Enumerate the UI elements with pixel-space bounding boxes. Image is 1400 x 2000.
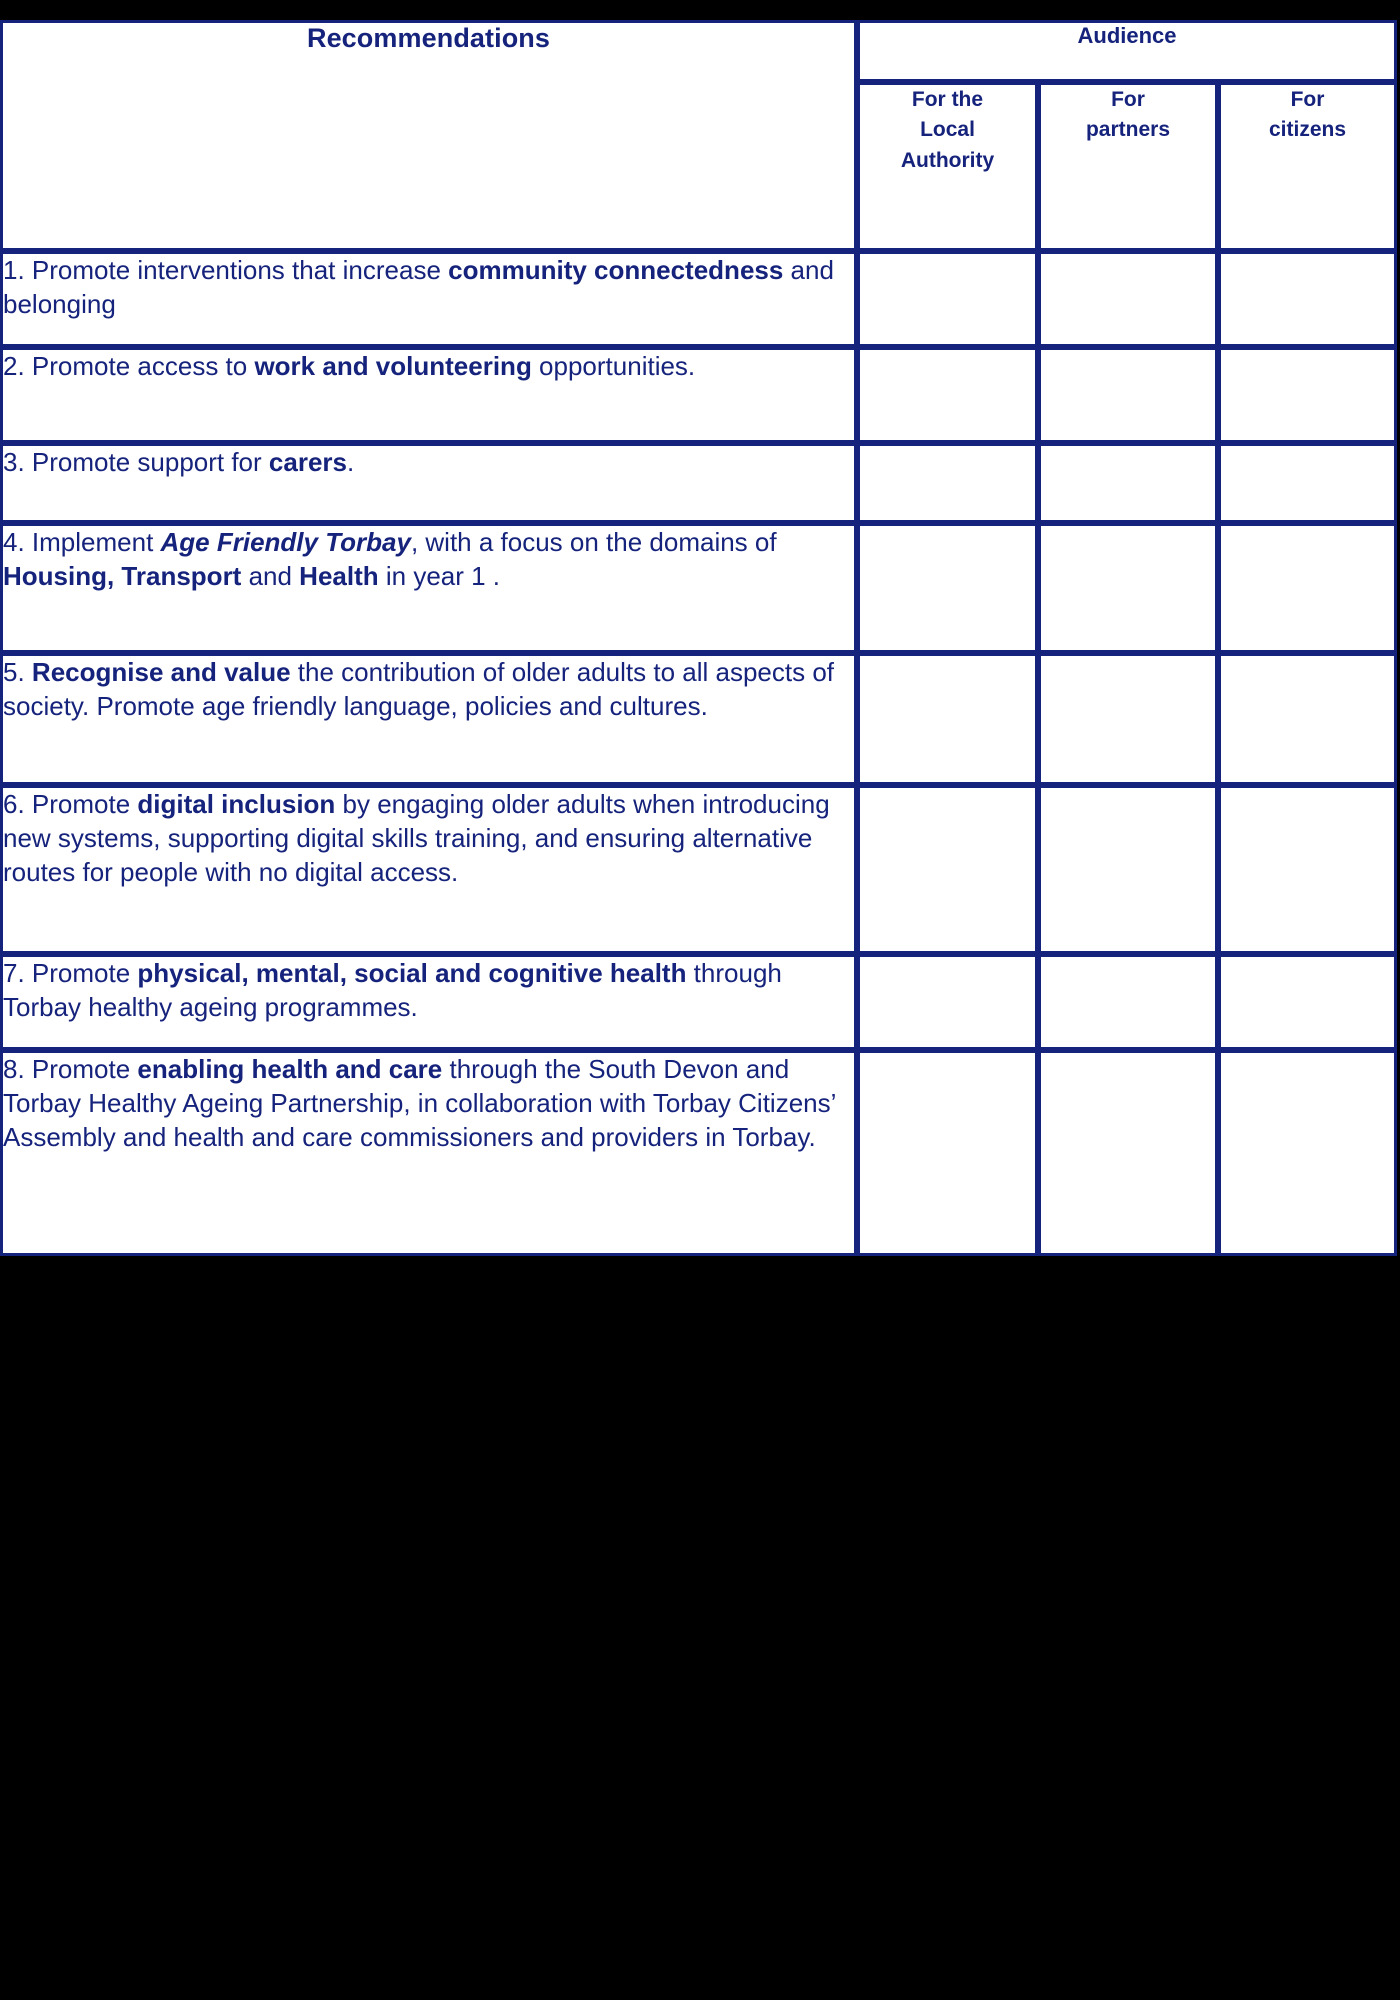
header-la-line-3: Authority <box>900 148 995 172</box>
audience-cell-citizens <box>1218 1050 1397 1256</box>
recommendation-text: 7. Promote physical, mental, social and cognitive health through Torbay healthy ageing programmes. <box>0 954 857 1050</box>
table-row <box>0 653 1397 785</box>
table-header-row-top <box>0 20 1397 82</box>
audience-cell-citizens <box>1218 443 1397 523</box>
header-for-partners <box>1038 82 1218 251</box>
audience-cell-local-authority <box>857 1050 1038 1256</box>
recommendation-text: 5. Recognise and value the contribution of older adults to all aspects of society. Promote age friendly language, policies and cultures. <box>0 653 857 785</box>
audience-cell-citizens <box>1218 785 1397 954</box>
header-la-line-1: For the <box>911 88 984 111</box>
audience-cell-partners <box>1038 653 1218 785</box>
audience-cell-local-authority <box>857 523 1038 653</box>
audience-cell-partners <box>1038 785 1218 954</box>
table-row <box>0 1050 1397 1256</box>
header-recommendations: Recommendations <box>0 20 857 251</box>
recommendation-text: 2. Promote access to work and volunteering opportunities. <box>0 347 857 443</box>
table-row <box>0 954 1397 1050</box>
audience-cell-citizens <box>1218 523 1397 653</box>
table-header <box>0 20 1397 251</box>
audience-cell-local-authority <box>857 954 1038 1050</box>
audience-cell-partners <box>1038 347 1218 443</box>
recommendation-text: 8. Promote enabling health and care through the South Devon and Torbay Healthy Ageing Partnership, in collaboration with Torbay Citizens’ Assembly and health and care commissioners and providers in Torbay. <box>0 1050 857 1256</box>
header-audience-group: Audience <box>857 20 1397 82</box>
audience-cell-partners <box>1038 954 1218 1050</box>
table-row <box>0 347 1397 443</box>
recommendation-text: 4. Implement Age Friendly Torbay, with a focus on the domains of Housing, Transport and Health in year 1 . <box>0 523 857 653</box>
audience-cell-citizens <box>1218 954 1397 1050</box>
recommendation-text: 1. Promote interventions that increase community connectedness and belonging <box>0 251 857 347</box>
table-row <box>0 443 1397 523</box>
header-partners-line-2: partners <box>1085 118 1171 142</box>
audience-cell-citizens <box>1218 251 1397 347</box>
audience-cell-partners <box>1038 523 1218 653</box>
audience-cell-local-authority <box>857 653 1038 785</box>
audience-cell-partners <box>1038 1050 1218 1256</box>
audience-cell-citizens <box>1218 653 1397 785</box>
audience-cell-partners <box>1038 443 1218 523</box>
recommendations-table <box>0 20 1397 1256</box>
header-citizens-line-2: citizens <box>1269 118 1347 142</box>
recommendation-text: 6. Promote digital inclusion by engaging older adults when introducing new systems, supporting digital skills training, and ensuring alternative routes for people with no digital access. <box>0 785 857 954</box>
audience-cell-local-authority <box>857 347 1038 443</box>
table-row <box>0 251 1397 347</box>
audience-cell-partners <box>1038 251 1218 347</box>
header-citizens-line-1: For <box>1290 88 1325 111</box>
header-la-line-2: Local <box>920 118 975 142</box>
header-for-local-authority <box>857 82 1038 251</box>
table-row <box>0 523 1397 653</box>
table-row <box>0 785 1397 954</box>
audience-cell-local-authority <box>857 251 1038 347</box>
table-body <box>0 251 1397 1256</box>
audience-cell-citizens <box>1218 347 1397 443</box>
recommendations-table-wrapper <box>0 20 1397 1256</box>
header-for-citizens <box>1218 82 1397 251</box>
recommendation-text: 3. Promote support for carers. <box>0 443 857 523</box>
header-partners-line-1: For <box>1111 88 1145 111</box>
audience-cell-local-authority <box>857 785 1038 954</box>
audience-cell-local-authority <box>857 443 1038 523</box>
